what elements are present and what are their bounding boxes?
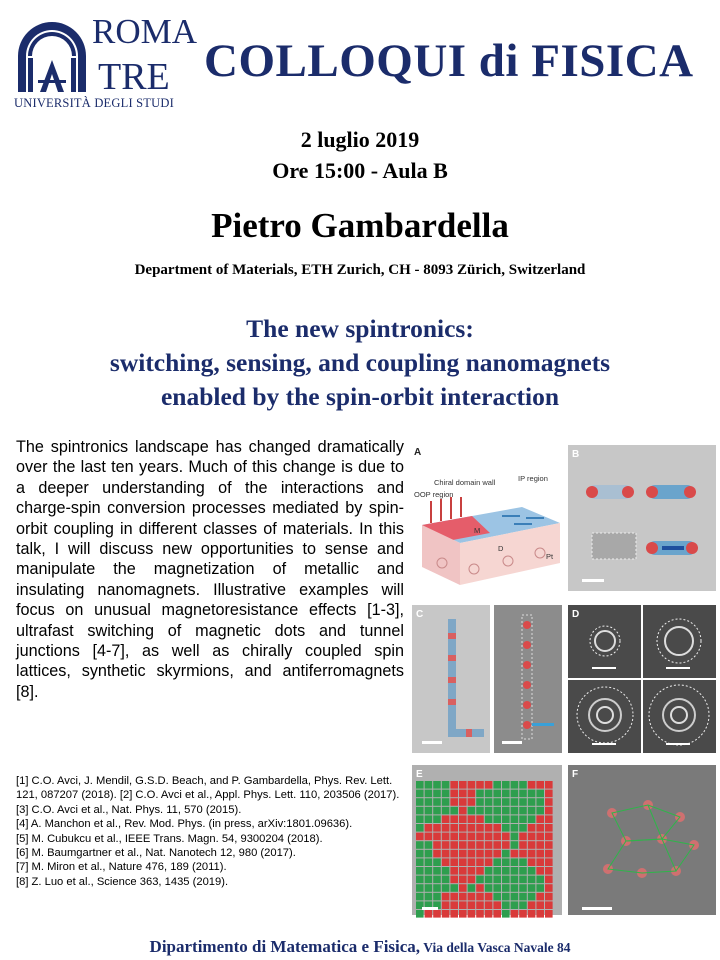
reference-item: [7] M. Miron et al., Nature 476, 189 (2011). (16, 861, 227, 874)
reference-item: [5] M. Cubukcu et al., IEEE Trans. Magn. 54, 9300204 (2018). (16, 832, 323, 845)
series-title: COLLOQUI di FISICA (204, 35, 694, 87)
abstract-text: The spintronics landscape has changed dramatically over the last ten years. Much of this change is due to a deeper understanding of the interactions and charge-spin conversion processes mediated by spin-orbit coupling in different classes of materials. In this talk, I will discuss new opportunities to sense and manipulate the magnetization of metallic and insulating nanomagnets. Illustrative examples will focus on unusual magnetoresistance effects [1-3], ultrafast switching of magnetic dots and tunnel junctions [4-7], as well as chirally coupled spin lattices, synthetic skyrmions, and antiferromagnets [8]. (16, 438, 404, 701)
references-list (16, 774, 404, 889)
event-date: 2 luglio 2019 (300, 127, 420, 152)
pt-label: Pt (546, 552, 554, 561)
logo-tre-text: TRE (98, 56, 170, 98)
panel-b-label: B (572, 449, 580, 460)
panel-a (412, 445, 562, 595)
reference-item: [6] M. Baumgartner et al., Nat. Nanotech 12, 980 (2017). (16, 847, 296, 860)
research-figure (412, 445, 718, 919)
speaker-affiliation: Department of Materials, ETH Zurich, CH - 8093 Zürich, Switzerland (134, 262, 586, 278)
talk-title-line2: switching, sensing, and coupling nanomagnets (109, 348, 611, 377)
reference-item: [1] C.O. Avci, J. Mendil, G.S.D. Beach, and P. Gambardella, Phys. Rev. Lett. 121, 087207 (2018). [2] C.O. Avci et al., Appl. Phys. Lett. 110, 203506 (2017). (16, 775, 400, 802)
ip-region-label: IP region (518, 474, 548, 483)
footer-department: Dipartimento di Matematica e Fisica, (149, 937, 421, 956)
panel-e-label: E (416, 769, 423, 780)
m-label: M (474, 526, 481, 535)
oop-region-label: OOP region (414, 490, 454, 499)
logo-university-text: UNIVERSITÀ DEGLI STUDI (14, 96, 174, 110)
panel-a-label: A (414, 447, 422, 458)
university-logo (14, 12, 198, 110)
panel-e (412, 765, 562, 918)
reference-item: [8] Z. Luo et al., Science 363, 1435 (2019). (16, 875, 229, 888)
d-label: D (498, 544, 504, 553)
logo-roma-text: ROMA (92, 12, 198, 51)
talk-title-line3: enabled by the spin-orbit interaction (160, 382, 560, 411)
panel-d (568, 605, 716, 753)
event-time-place: Ore 15:00 - Aula B (272, 158, 448, 183)
speaker-name: Pietro Gambardella (211, 206, 509, 245)
reference-item: [3] C.O. Avci et al., Nat. Phys. 11, 570 (2015). (16, 803, 242, 816)
panel-d-label: D (572, 609, 580, 620)
reference-item: [4] A. Manchon et al., Rev. Mod. Phys. (in press, arXiv:1801.09636). (16, 818, 353, 831)
footer (0, 937, 720, 957)
panel-b (568, 445, 716, 591)
panel-c (412, 605, 562, 753)
panel-f-label: F (572, 769, 579, 780)
chiral-wall-label: Chiral domain wall (434, 478, 496, 487)
talk-title-line1: The new spintronics: (246, 314, 474, 343)
arch-logo-icon (14, 16, 90, 94)
panel-f (568, 765, 716, 915)
panel-c-label: C (416, 609, 424, 620)
talk-title (0, 312, 720, 414)
footer-address: Via della Vasca Navale 84 (420, 940, 571, 955)
